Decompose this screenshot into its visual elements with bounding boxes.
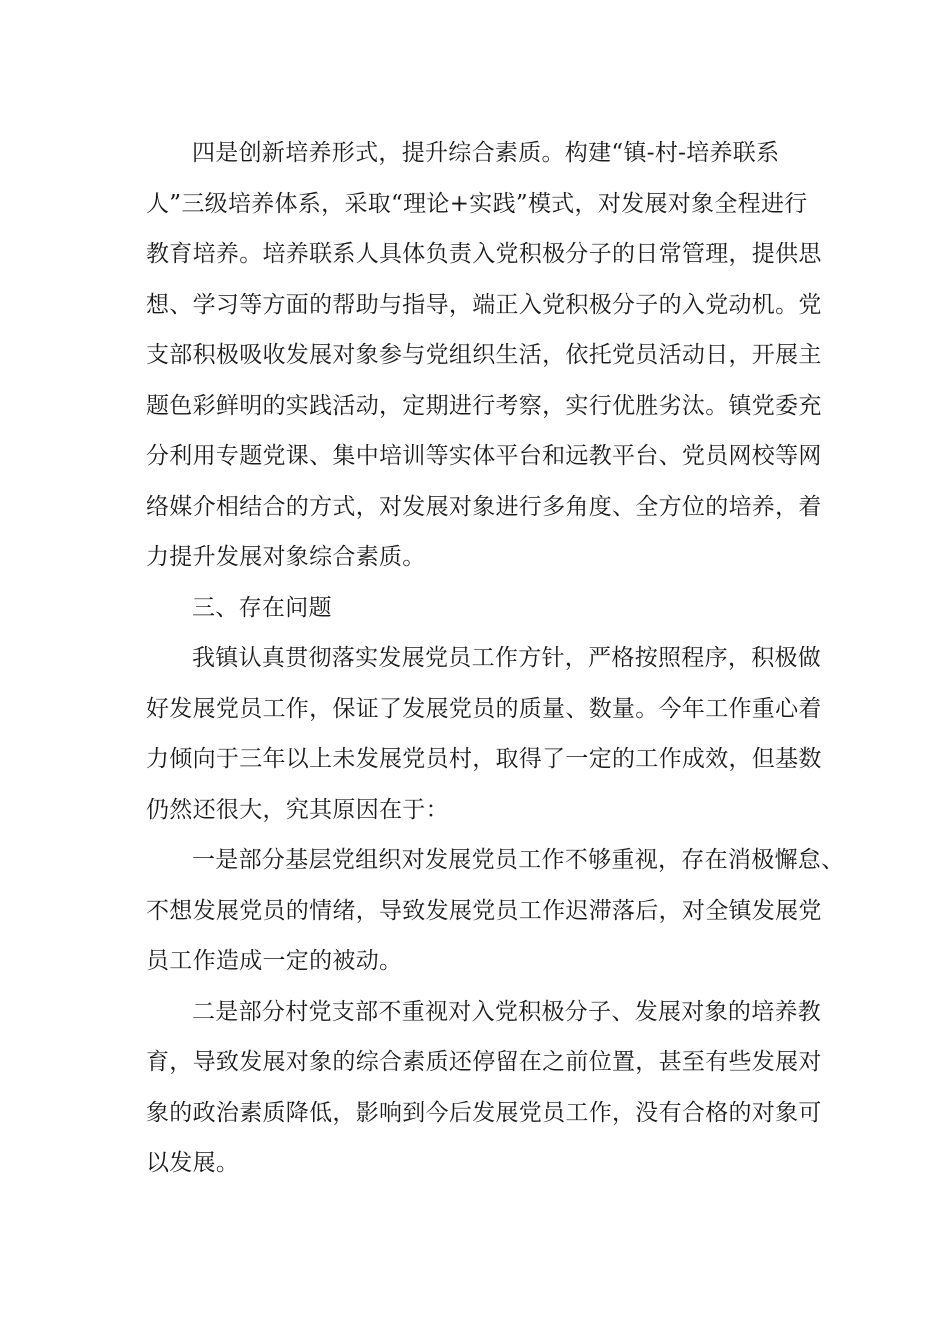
text-line: 不想发展党员的情绪，导致发展党员工作迟滞落后，对全镇发展党 (146, 897, 822, 924)
heading-text: 三、存在问题 (192, 594, 332, 621)
text-line: 好发展党员工作，保证了发展党员的质量、数量。今年工作重心着 (146, 695, 822, 722)
text-line: 络媒介相结合的方式，对发展对象进行多角度、全方位的培养，着 (146, 493, 822, 520)
section-heading-existing-problems (146, 583, 806, 634)
paragraph-problem-one (146, 835, 845, 987)
document-page (146, 128, 845, 1189)
text-line: 人”三级培养体系，采取“理论+实践”模式，对发展对象全程进行 (146, 190, 808, 217)
text-line: 以发展。 (146, 1150, 240, 1176)
text-line: 二是部分村党支部不重视对入党积极分子、发展对象的培养教 (192, 998, 822, 1025)
text-line: 一是部分基层党组织对发展党员工作不够重视，存在消极懈怠、 (192, 847, 845, 873)
paragraph-problem-two (146, 987, 822, 1189)
text-line: 题色彩鲜明的实践活动，定期进行考察，实行优胜劣汰。镇党委充 (146, 392, 822, 419)
text-line: 四是创新培养形式，提升综合素质。构建“镇-村-培养联系 (192, 140, 780, 166)
text-line: 我镇认真贯彻落实发展党员工作方针，严格按照程序，积极做 (192, 645, 822, 671)
text-line: 想、学习等方面的帮助与指导，端正入党积极分子的入党动机。党 (146, 291, 822, 318)
text-line: 象的政治素质降低，影响到今后发展党员工作，没有合格的对象可 (146, 1099, 822, 1126)
text-line: 育，导致发展对象的综合素质还停留在之前位置，甚至有些发展对 (146, 1049, 822, 1075)
text-line: 分利用专题党课、集中培训等实体平台和远教平台、党员网校等网 (146, 443, 822, 469)
text-line: 力倾向于三年以上未发展党员村，取得了一定的工作成效，但基数 (146, 746, 822, 772)
text-line: 支部积极吸收发展对象参与党组织生活，依托党员活动日，开展主 (146, 342, 822, 368)
paragraph-innovate-training (146, 128, 822, 583)
text-line: 力提升发展对象综合素质。 (146, 544, 426, 570)
text-line: 仍然还很大，究其原因在于： (146, 796, 449, 823)
text-line: 员工作造成一定的被动。 (146, 948, 403, 974)
text-line: 教育培养。培养联系人具体负责入党积极分子的日常管理，提供思 (146, 241, 822, 267)
paragraph-overview (146, 633, 822, 835)
